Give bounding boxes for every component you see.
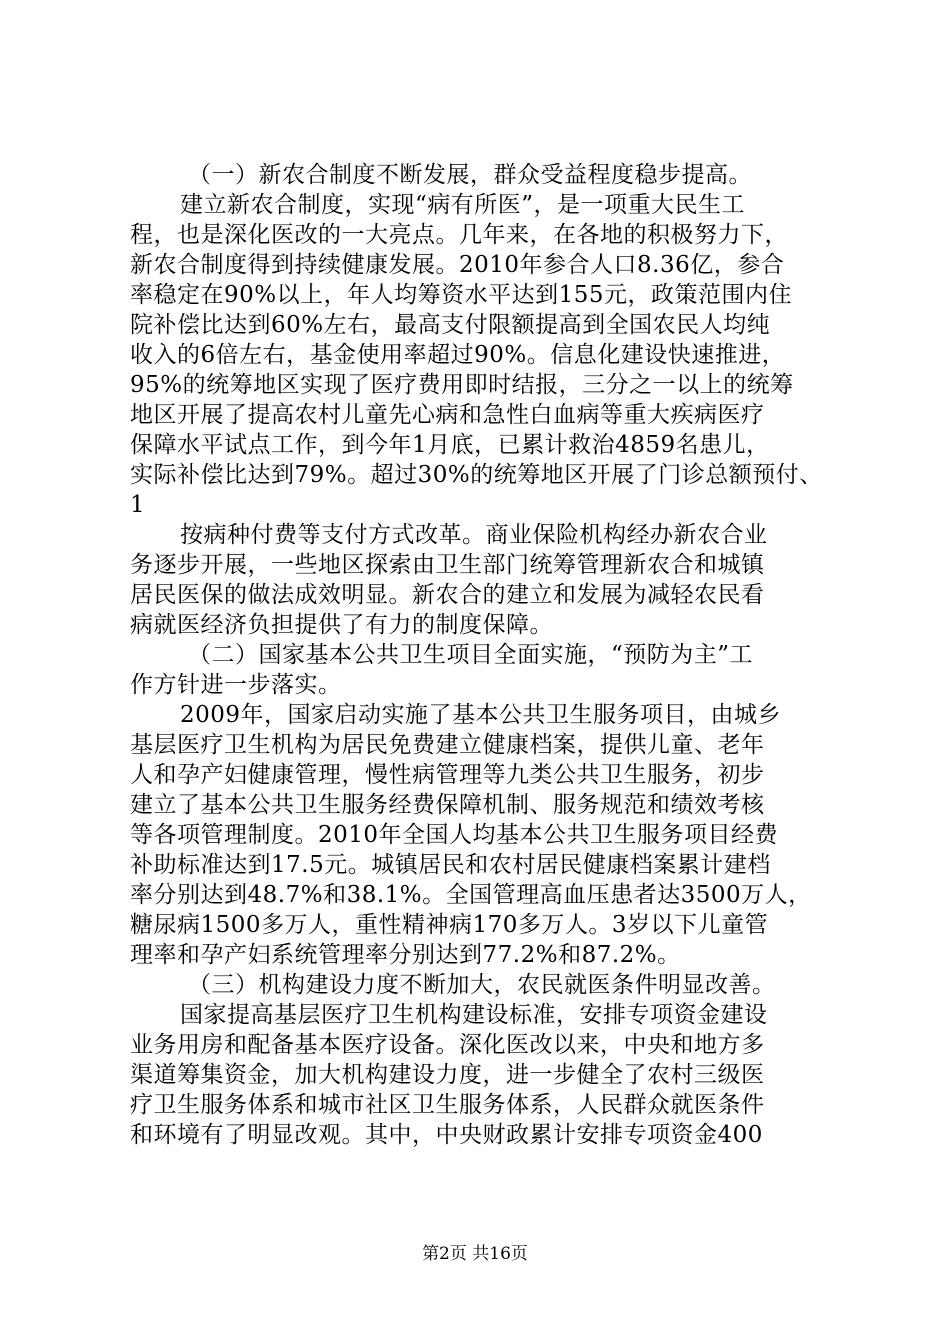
paragraph-line: 基层医疗卫生机构为居民免费建立健康档案，提供儿童、老年 bbox=[130, 732, 765, 758]
section-heading-2-cont: 作方针进一步落实。 bbox=[130, 672, 342, 698]
paragraph-line: 2009年，国家启动实施了基本公共卫生服务项目，由城乡 bbox=[180, 702, 782, 728]
paragraph-line: 人和孕产妇健康管理，慢性病管理等九类公共卫生服务，初步 bbox=[130, 762, 765, 788]
page-footer: 第2页 共16页 bbox=[422, 1244, 528, 1264]
paragraph-line: 新农合制度得到持续健康发展。2010年参合人口8.36亿，参合 bbox=[130, 252, 785, 278]
paragraph-line: 建立新农合制度，实现“病有所医”，是一项重大民生工 bbox=[180, 192, 746, 218]
paragraph-line: 疗卫生服务体系和城市社区卫生服务体系，人民群众就医条件 bbox=[130, 1092, 765, 1118]
paragraph-line: 1 bbox=[130, 492, 146, 518]
paragraph-line: 按病种付费等支付方式改革。商业保险机构经办新农合业 bbox=[180, 522, 768, 548]
paragraph-line: 院补偿比达到60%左右，最高支付限额提高到全国农民人均纯 bbox=[130, 312, 771, 338]
section-heading-3: （三）机构建设力度不断加大，农民就医条件明显改善。 bbox=[188, 972, 776, 998]
section-heading-2: （二）国家基本公共卫生项目全面实施，“预防为主”工 bbox=[188, 642, 754, 668]
paragraph-line: 95%的统筹地区实现了医疗费用即时结报，三分之一以上的统筹 bbox=[130, 372, 794, 398]
paragraph-line: 渠道筹集资金，加大机构建设力度，进一步健全了农村三级医 bbox=[130, 1062, 765, 1088]
paragraph-line: 实际补偿比达到79%。超过30%的统筹地区开展了门诊总额预付、 bbox=[130, 462, 823, 488]
paragraph-line: 建立了基本公共卫生服务经费保障机制、服务规范和绩效考核 bbox=[130, 792, 765, 818]
paragraph-line: 糖尿病1500多万人，重性精神病170多万人。3岁以下儿童管 bbox=[130, 912, 769, 938]
paragraph-line: 和环境有了明显改观。其中，中央财政累计安排专项资金400 bbox=[130, 1122, 763, 1148]
paragraph-line: 等各项管理制度。2010年全国人均基本公共卫生服务项目经费 bbox=[130, 822, 779, 848]
paragraph-line: 务逐步开展，一些地区探索由卫生部门统筹管理新农合和城镇 bbox=[130, 552, 765, 578]
paragraph-line: 程，也是深化医改的一大亮点。几年来，在各地的积极努力下， bbox=[130, 222, 788, 248]
paragraph-line: 保障水平试点工作，到今年1月底，已累计救治4859名患儿， bbox=[130, 432, 770, 458]
paragraph-line: 率分别达到48.7%和38.1%。全国管理高血压患者达3500万人， bbox=[130, 882, 812, 908]
paragraph-line: 国家提高基层医疗卫生机构建设标准，安排专项资金建设 bbox=[180, 1002, 768, 1028]
paragraph-line: 理率和孕产妇系统管理率分别达到77.2%和87.2%。 bbox=[130, 942, 681, 968]
paragraph-line: 补助标准达到17.5元。城镇居民和农村居民健康档案累计建档 bbox=[130, 852, 771, 878]
paragraph-line: 率稳定在90%以上，年人均筹资水平达到155元，政策范围内住 bbox=[130, 282, 793, 308]
paragraph-line: 地区开展了提高农村儿童先心病和急性白血病等重大疾病医疗 bbox=[130, 402, 765, 428]
paragraph-line: 业务用房和配备基本医疗设备。深化医改以来，中央和地方多 bbox=[130, 1032, 765, 1058]
paragraph-line: 病就医经济负担提供了有力的制度保障。 bbox=[130, 612, 553, 638]
paragraph-line: 收入的6倍左右，基金使用率超过90%。信息化建设快速推进， bbox=[130, 342, 786, 368]
document-body bbox=[130, 160, 848, 1150]
section-heading-1: （一）新农合制度不断发展，群众受益程度稳步提高。 bbox=[188, 162, 752, 188]
paragraph-line: 居民医保的做法成效明显。新农合的建立和发展为减轻农民看 bbox=[130, 582, 765, 608]
